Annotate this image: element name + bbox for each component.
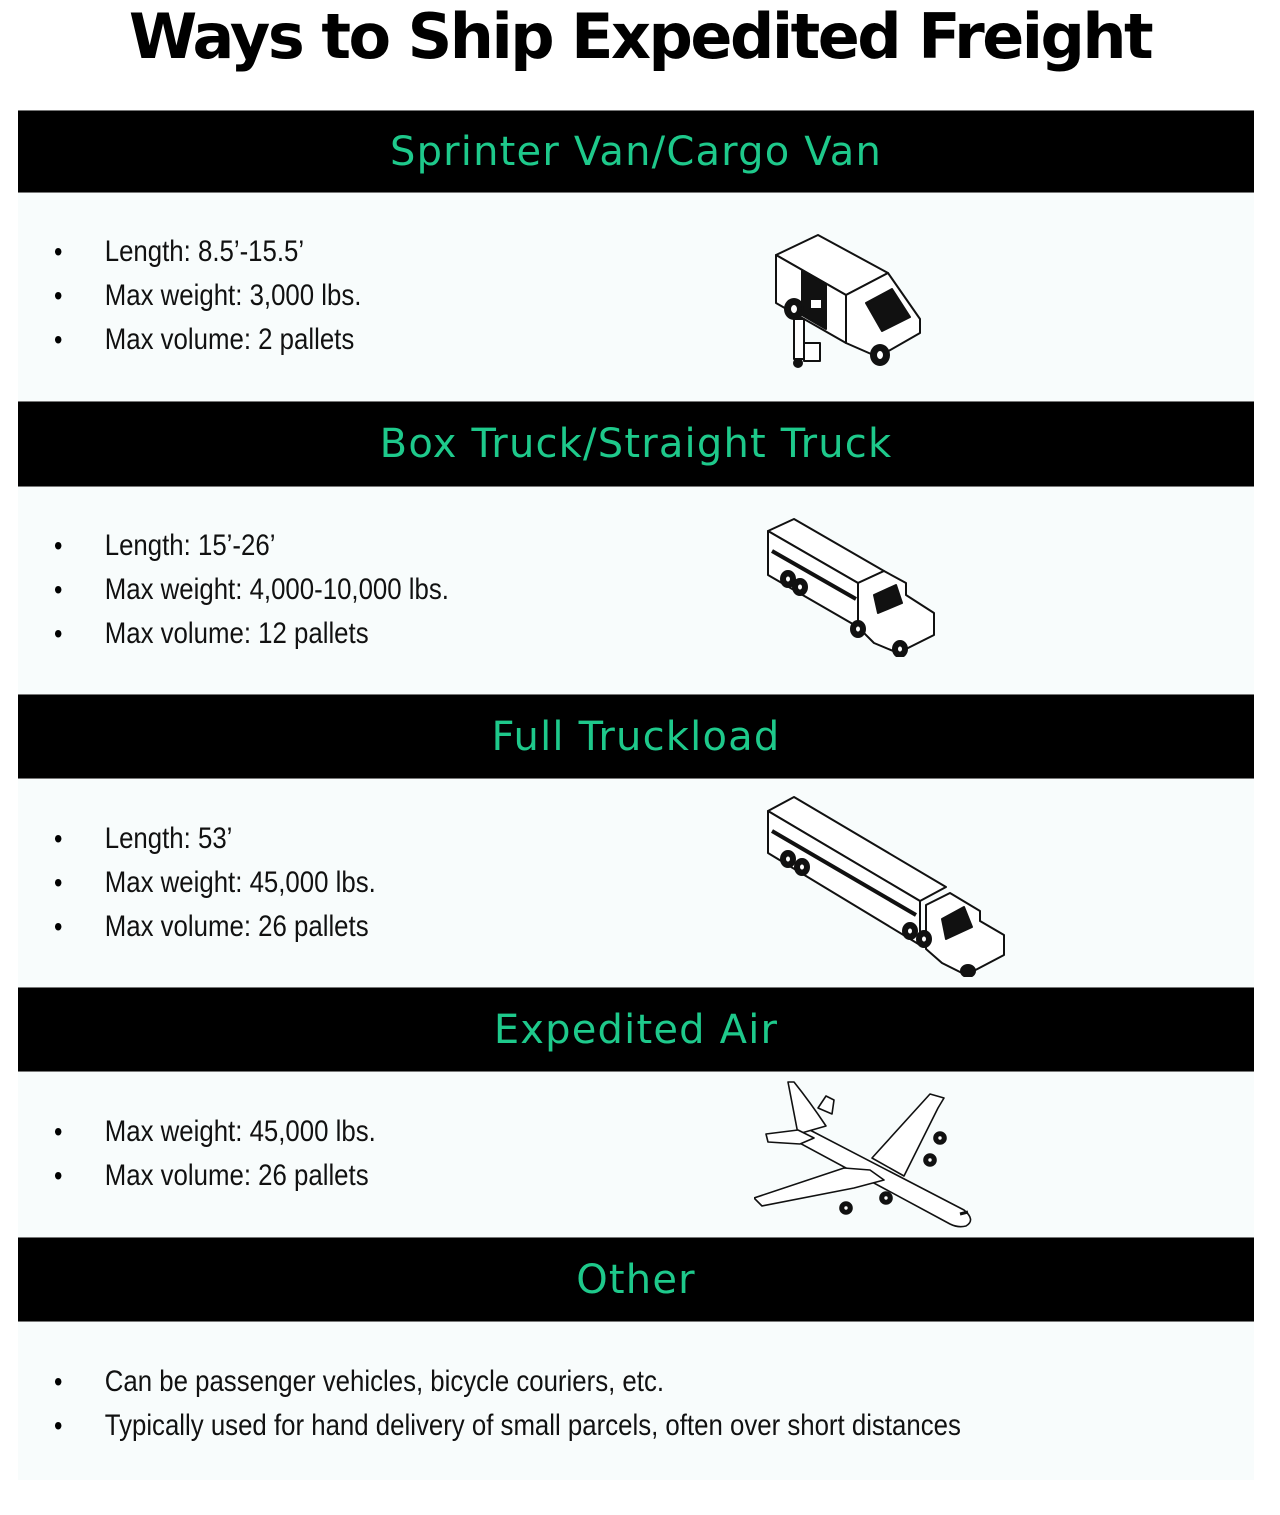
section-heading: Expedited Air — [493, 1006, 779, 1053]
spec-max-volume: • Max volume: 26 pallets — [54, 905, 376, 949]
spec-length: • Length: 8.5’-15.5’ — [54, 230, 361, 274]
note-usage: • Typically used for hand delivery of small parcels, often over short distances — [54, 1404, 961, 1448]
section-header-box-truck — [18, 401, 1254, 487]
note-vehicle-types: • Can be passenger vehicles, bicycle couriers, etc. — [54, 1360, 961, 1404]
section-panel-box-truck — [18, 487, 1254, 694]
semi-truck-icon — [766, 795, 1008, 977]
section-panel-full-truckload — [18, 779, 1254, 987]
section-heading: Sprinter Van/Cargo Van — [389, 128, 883, 175]
section-heading: Box Truck/Straight Truck — [379, 421, 893, 467]
spec-list — [54, 524, 513, 656]
spec-max-weight: • Max weight: 45,000 lbs. — [54, 1110, 376, 1154]
spec-length: • Length: 15’-26’ — [54, 524, 449, 568]
spec-list — [54, 1110, 428, 1198]
spec-list — [54, 817, 428, 949]
spec-max-weight: • Max weight: 45,000 lbs. — [54, 861, 376, 905]
page-title: Ways to Ship Expedited Freight — [128, 0, 1152, 73]
section-heading: Full Truckload — [491, 713, 781, 760]
section-heading: Other — [576, 1256, 696, 1303]
spec-list — [54, 230, 412, 362]
spec-length: • Length: 53’ — [54, 817, 376, 861]
spec-max-weight: • Max weight: 4,000-10,000 lbs. — [54, 568, 449, 612]
section-header-other — [18, 1237, 1254, 1322]
spec-max-volume: • Max volume: 12 pallets — [54, 612, 449, 656]
spec-max-weight: • Max weight: 3,000 lbs. — [54, 274, 361, 318]
section-panel-expedited-air — [18, 1072, 1254, 1237]
spec-max-volume: • Max volume: 2 pallets — [54, 318, 361, 362]
spec-max-volume: • Max volume: 26 pallets — [54, 1154, 376, 1198]
section-header-full-truckload — [18, 694, 1254, 779]
section-header-sprinter-van — [18, 110, 1254, 193]
airplane-icon — [754, 1078, 980, 1230]
box-truck-icon — [766, 517, 941, 657]
section-panel-sprinter-van — [18, 193, 1254, 401]
section-header-expedited-air — [18, 987, 1254, 1072]
section-panel-other — [18, 1322, 1254, 1480]
spec-list — [54, 1360, 1108, 1448]
cargo-van-icon — [770, 231, 935, 373]
